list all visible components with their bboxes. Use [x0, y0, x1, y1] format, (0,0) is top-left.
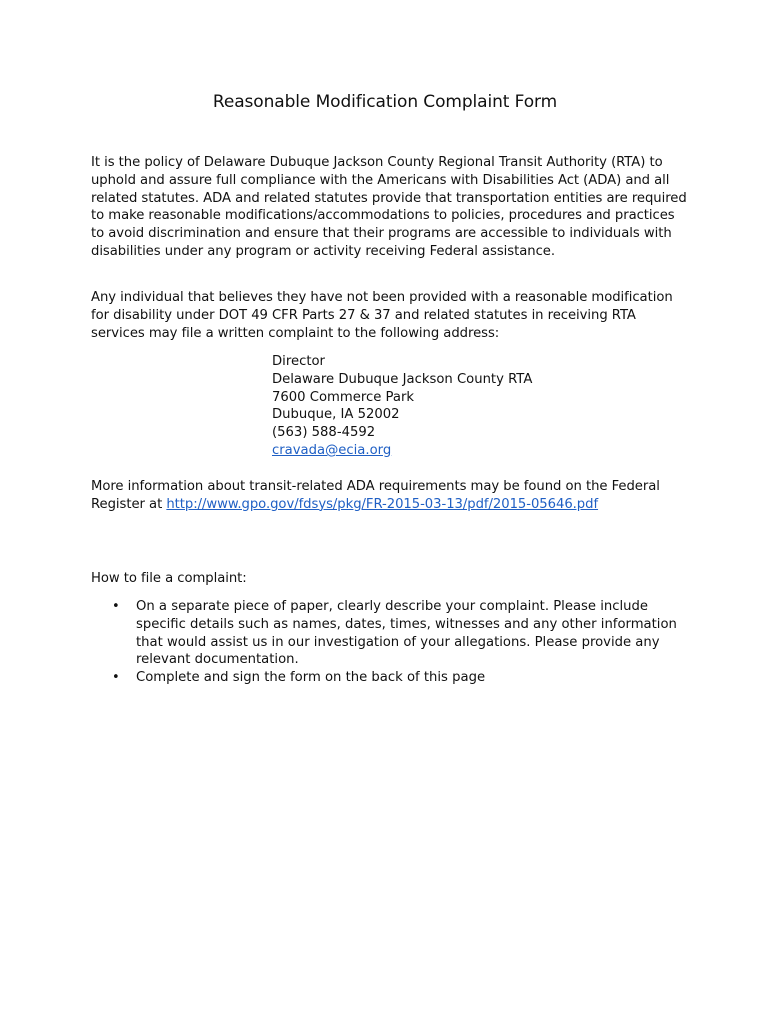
more-info-text: More information about transit-related ADA requirements may be found on the Federal Register at: [91, 479, 660, 512]
federal-register-link[interactable]: http://www.gpo.gov/fdsys/pkg/FR-2015-03-13/pdf/2015-05646.pdf: [166, 496, 599, 512]
list-item: [91, 669, 691, 687]
list-item-text: On a separate piece of paper, clearly describe your complaint. Please include specific details such as names, dates, times, witnesses and any other information that would assist us in our investigation of your allegations. Please provide any relevant documentation.: [136, 599, 677, 668]
howto-heading: How to file a complaint:: [91, 571, 247, 586]
page-title: Reasonable Modification Complaint Form: [212, 92, 558, 112]
address-city-state-zip: Dubuque, IA 52002: [272, 407, 400, 423]
mailing-address: [272, 353, 532, 460]
complaint-steps-list: [91, 598, 691, 687]
bullet-icon: •: [112, 599, 120, 614]
list-item-text: Complete and sign the form on the back of this page: [136, 670, 486, 686]
more-info-paragraph: [91, 478, 691, 514]
address-recipient: Director: [272, 354, 325, 369]
address-street: 7600 Commerce Park: [272, 389, 415, 405]
address-organization: Delaware Dubuque Jackson County RTA: [272, 371, 533, 387]
list-item: [91, 598, 691, 669]
email-link[interactable]: cravada@ecia.org: [272, 442, 392, 458]
complaint-paragraph: Any individual that believes they have not been provided with a reasonable modification for disability under DOT 49 CFR Parts 27 & 37 and related statutes in receiving RTA services may file a written complaint to the following address:: [91, 290, 673, 341]
bullet-icon: •: [112, 670, 120, 686]
policy-paragraph: It is the policy of Delaware Dubuque Jackson County Regional Transit Authority (RTA) to uphold and assure full compliance with the Americans with Disabilities Act (ADA) and all related statutes. ADA and related statutes provide that transportation entities are required to make reasonable modifications/accommodations to policies, procedures and practices to avoid discrimination and ensure that their programs are accessible to individuals with disabilities under any program or activity receiving Federal assistance.: [91, 155, 687, 259]
address-phone: (563) 588-4592: [272, 425, 376, 441]
